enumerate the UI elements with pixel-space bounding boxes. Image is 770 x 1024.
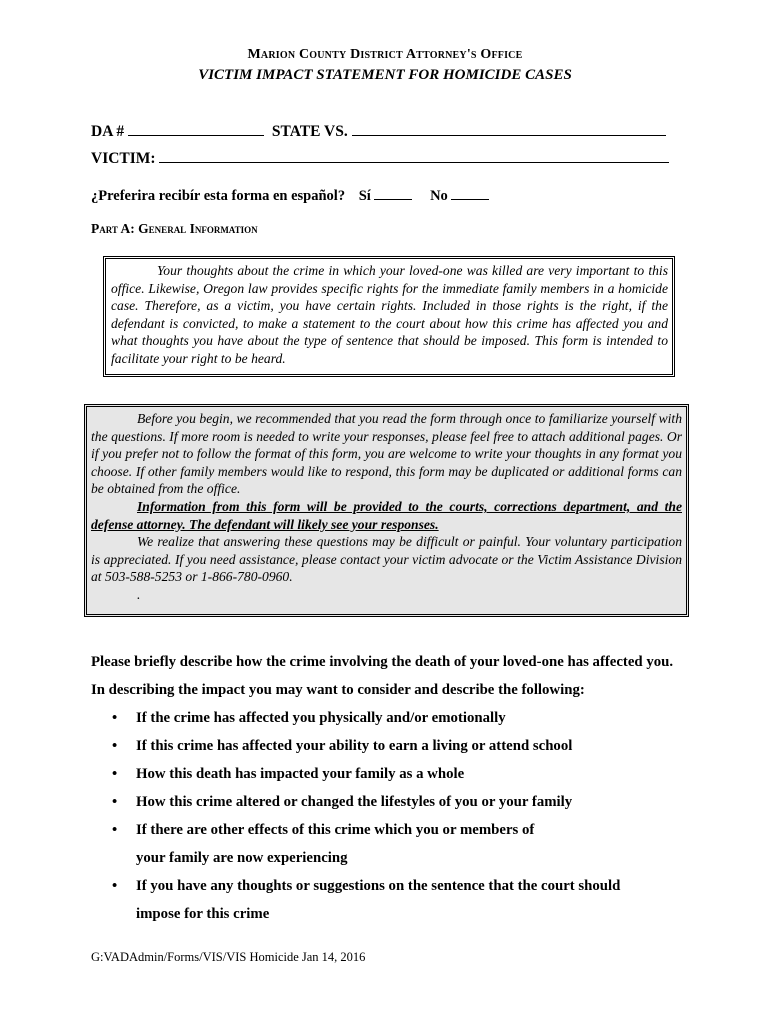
da-label: DA #	[91, 123, 125, 140]
impact-intro: Please briefly describe how the crime involving the death of your loved-one has affected you. In describing the impact you may want to consider and describe the following:	[91, 654, 674, 698]
list-item: • If you have any thoughts or suggestions on the sentence that the court should impose for this crime	[112, 872, 652, 928]
bullet-icon: •	[112, 766, 118, 782]
form-title: VICTIM IMPACT STATEMENT FOR HOMICIDE CASES	[198, 67, 572, 83]
footer-file-path: G:VADAdmin/Forms/VIS/VIS Homicide Jan 14, 2016	[91, 950, 366, 964]
spanish-question: ¿Preferira recibír esta forma en español?	[91, 188, 346, 204]
list-item: • If there are other effects of this crime which you or members of your family are now experiencing	[112, 816, 652, 872]
no-field[interactable]	[451, 185, 489, 200]
general-info-text: Your thoughts about the crime in which your loved-one was killed are very important to this office. Likewise, Oregon law provides specific rights for the immediate family members in a homicide case. Therefore, as a victim, you have certain rights. Included in those rights is the right, if the defendant is convicted, to make a statement to the court about how this crime has affected you and what thoughts you have about the type of sentence that should be imposed. This form is intended to facilitate your right to be heard.	[111, 263, 668, 366]
list-item: • How this crime altered or changed the lifestyles of you or your family	[112, 788, 652, 816]
bullet-icon: •	[112, 794, 118, 810]
bullet-icon: •	[112, 878, 118, 894]
bullet-icon: •	[112, 738, 118, 754]
victim-row	[91, 148, 669, 168]
instructions-paragraph: Before you begin, we recommended that you read the form through once to familiarize yourself with the questions. If more room is needed to write your responses, please feel free to attach additional pages. Or if you prefer not to follow the format of this form, you are welcome to write your thoughts in any format you choose. If other family members would like to respond, this form may be duplicated or additional forms can be obtained from the office.	[91, 411, 682, 497]
list-item: • How this death has impacted your family as a whole	[112, 760, 652, 788]
office-name: Marion County District Attorney's Office	[247, 47, 523, 62]
list-item: • If this crime has affected your ability to earn a living or attend school	[112, 732, 652, 760]
si-label: Sí	[358, 188, 371, 204]
da-number-field[interactable]	[128, 121, 264, 136]
disclosure-notice: Information from this form will be provided to the courts, corrections department, and the defense attorney. The defendant will likely see your responses.	[91, 498, 682, 532]
list-item: • If the crime has affected you physically and/or emotionally	[112, 704, 652, 732]
assistance-paragraph: We realize that answering these questions may be difficult or painful. Your voluntary participation is appreciated. If you need assistance, please contact your victim advocate or the Victim Assistance Division at 503-588-5253 or 1-866-780-0960.	[91, 534, 682, 585]
state-vs-field[interactable]	[352, 121, 666, 136]
instructions-box	[84, 404, 689, 617]
bullet-icon: •	[112, 710, 118, 726]
no-label: No	[430, 188, 448, 204]
trailing-period: .	[137, 586, 141, 602]
part-a-heading: Part A: General Information	[91, 221, 258, 236]
general-info-box	[103, 256, 675, 377]
bullet-icon: •	[112, 822, 118, 838]
document-header	[0, 47, 770, 84]
victim-label: VICTIM:	[91, 150, 156, 167]
si-field[interactable]	[374, 185, 412, 200]
victim-name-field[interactable]	[159, 148, 669, 163]
case-number-row	[91, 121, 666, 141]
impact-considerations-list	[112, 704, 652, 928]
spanish-preference-row	[91, 185, 489, 205]
state-vs-label: STATE VS.	[271, 123, 348, 140]
